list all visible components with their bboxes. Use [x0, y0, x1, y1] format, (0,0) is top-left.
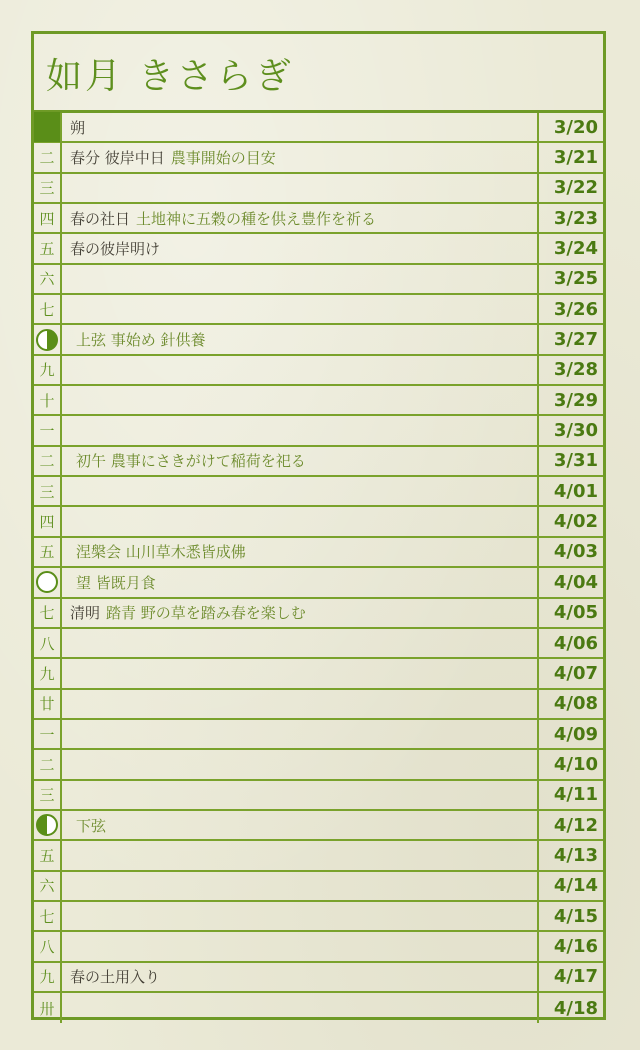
event-text	[70, 416, 533, 444]
event-text	[70, 720, 533, 748]
solar-date: 3/27	[537, 325, 603, 353]
event-text	[70, 538, 533, 566]
lunar-day	[34, 325, 62, 353]
solar-date: 4/08	[537, 690, 603, 718]
event-text	[70, 902, 533, 930]
lunar-day: 八	[34, 629, 62, 657]
lunar-day: 二	[34, 750, 62, 778]
lunar-day: 六	[34, 265, 62, 293]
solar-date: 3/29	[537, 386, 603, 414]
calendar-row	[34, 841, 603, 871]
solar-date: 4/10	[537, 750, 603, 778]
page-title	[46, 48, 294, 99]
event-text	[70, 811, 533, 839]
calendar-row	[34, 720, 603, 750]
event-main: 春の彼岸明け	[70, 240, 161, 259]
event-text	[70, 841, 533, 869]
calendar-row	[34, 143, 603, 173]
event-text	[70, 325, 533, 353]
calendar-row	[34, 659, 603, 689]
lunar-day: 四	[34, 204, 62, 232]
lunar-day: 四	[34, 507, 62, 535]
lunar-day: 一	[34, 720, 62, 748]
first-quarter-moon-icon	[36, 329, 58, 351]
calendar-row	[34, 356, 603, 386]
event-text	[70, 143, 533, 171]
event-text	[70, 781, 533, 809]
solar-date: 4/02	[537, 507, 603, 535]
calendar-row	[34, 750, 603, 780]
calendar-row	[34, 113, 603, 143]
solar-date: 4/06	[537, 629, 603, 657]
lunar-day: 三	[34, 477, 62, 505]
calendar-row	[34, 963, 603, 993]
event-text	[70, 750, 533, 778]
event-note: 踏青 野の草を踏み春を楽しむ	[106, 604, 306, 623]
event-text	[70, 386, 533, 414]
event-note: 上弦 事始め 針供養	[76, 331, 206, 350]
event-text	[70, 659, 533, 687]
solar-date: 3/23	[537, 204, 603, 232]
solar-date: 3/28	[537, 356, 603, 384]
lunar-day: 六	[34, 872, 62, 900]
calendar-frame	[31, 31, 606, 1020]
event-main: 春の土用入り	[70, 968, 161, 987]
solar-date: 4/13	[537, 841, 603, 869]
event-note: 下弦	[76, 816, 107, 835]
solar-date: 4/16	[537, 932, 603, 960]
event-text	[70, 113, 533, 141]
event-text	[70, 690, 533, 718]
solar-date: 3/26	[537, 295, 603, 323]
event-main: 清明	[70, 604, 101, 623]
calendar-row	[34, 599, 603, 629]
lunar-day	[34, 811, 62, 839]
calendar-rows	[34, 113, 603, 1023]
event-note: 農事開始の目安	[170, 149, 276, 168]
event-note: 土地神に五穀の種を供え豊作を祈る	[136, 209, 377, 228]
event-main: 春分 彼岸中日	[70, 149, 165, 168]
solar-date: 4/03	[537, 538, 603, 566]
calendar-row	[34, 781, 603, 811]
lunar-day: 卅	[34, 993, 62, 1023]
event-text	[70, 174, 533, 202]
solar-date: 3/31	[537, 447, 603, 475]
lunar-day: 廿	[34, 690, 62, 718]
lunar-day: 五	[34, 841, 62, 869]
calendar-row	[34, 416, 603, 446]
calendar-row	[34, 690, 603, 720]
lunar-day: 五	[34, 234, 62, 262]
month-reading: きさらぎ	[138, 56, 295, 97]
event-text	[70, 568, 533, 596]
solar-date: 4/01	[537, 477, 603, 505]
calendar-row	[34, 234, 603, 264]
lunar-day: 九	[34, 659, 62, 687]
lunar-day: 九	[34, 356, 62, 384]
solar-date: 4/11	[537, 781, 603, 809]
event-text	[70, 629, 533, 657]
full-moon-icon	[36, 571, 58, 593]
solar-date: 4/17	[537, 963, 603, 991]
event-text	[70, 234, 533, 262]
calendar-row	[34, 993, 603, 1023]
solar-date: 3/22	[537, 174, 603, 202]
lunar-day: 七	[34, 295, 62, 323]
new-moon-icon	[34, 112, 60, 142]
event-text	[70, 477, 533, 505]
calendar-row	[34, 629, 603, 659]
calendar-row	[34, 568, 603, 598]
event-text	[70, 356, 533, 384]
event-text	[70, 599, 533, 627]
event-note: 初午 農事にさきがけて稲荷を祀る	[76, 452, 306, 471]
calendar-row	[34, 447, 603, 477]
lunar-day: 三	[34, 781, 62, 809]
lunar-day: 一	[34, 416, 62, 444]
month-name: 如月	[46, 56, 125, 97]
calendar-row	[34, 872, 603, 902]
calendar-row	[34, 265, 603, 295]
event-note: 涅槃会 山川草木悉皆成佛	[76, 543, 246, 562]
event-note: 望 皆既月食	[76, 573, 156, 592]
solar-date: 3/25	[537, 265, 603, 293]
lunar-day: 七	[34, 599, 62, 627]
solar-date: 3/20	[537, 113, 603, 141]
event-text	[70, 872, 533, 900]
solar-date: 3/24	[537, 234, 603, 262]
solar-date: 4/12	[537, 811, 603, 839]
calendar-row	[34, 902, 603, 932]
event-text	[70, 993, 533, 1023]
event-text	[70, 447, 533, 475]
solar-date: 3/21	[537, 143, 603, 171]
title-area	[34, 34, 603, 113]
event-text	[70, 932, 533, 960]
event-main: 春の社日	[70, 209, 131, 228]
lunar-day: 十	[34, 386, 62, 414]
event-text	[70, 963, 533, 991]
solar-date: 4/14	[537, 872, 603, 900]
lunar-day: 九	[34, 963, 62, 991]
lunar-day: 七	[34, 902, 62, 930]
calendar-row	[34, 325, 603, 355]
event-text	[70, 507, 533, 535]
event-text	[70, 204, 533, 232]
event-text	[70, 265, 533, 293]
event-main: 朔	[70, 118, 86, 137]
calendar-row	[34, 295, 603, 325]
solar-date: 4/09	[537, 720, 603, 748]
lunar-day: 三	[34, 174, 62, 202]
calendar-row	[34, 477, 603, 507]
last-quarter-moon-icon	[36, 814, 58, 836]
calendar-row	[34, 204, 603, 234]
lunar-day: 八	[34, 932, 62, 960]
lunar-day: 二	[34, 143, 62, 171]
calendar-row	[34, 932, 603, 962]
event-text	[70, 295, 533, 323]
solar-date: 4/05	[537, 599, 603, 627]
calendar-row	[34, 538, 603, 568]
calendar-row	[34, 174, 603, 204]
calendar-row	[34, 811, 603, 841]
lunar-day	[34, 113, 62, 141]
calendar-row	[34, 507, 603, 537]
solar-date: 4/04	[537, 568, 603, 596]
solar-date: 3/30	[537, 416, 603, 444]
lunar-day	[34, 568, 62, 596]
solar-date: 4/15	[537, 902, 603, 930]
lunar-day: 二	[34, 447, 62, 475]
calendar-row	[34, 386, 603, 416]
solar-date: 4/18	[537, 993, 603, 1023]
lunar-day: 五	[34, 538, 62, 566]
solar-date: 4/07	[537, 659, 603, 687]
